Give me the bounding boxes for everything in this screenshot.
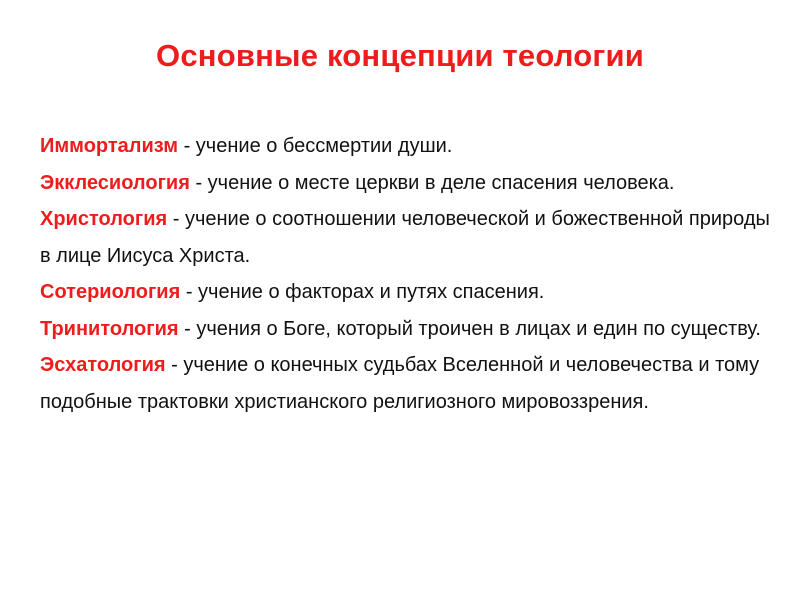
concept-definition: - учение о соотношении человеческой и божественной природы в лице Иисуса Христа. [40, 208, 770, 267]
slide-title: Основные концепции теологии [156, 38, 644, 73]
concept-entry-soteriology [40, 274, 780, 311]
concept-term: Тринитология [40, 317, 179, 340]
concept-entry-immortalism [40, 128, 780, 165]
concept-term: Сотериология [40, 281, 181, 303]
concept-entry-trinitology [40, 311, 780, 348]
concept-definition: - учение о месте церкви в деле спасения человека. [189, 171, 675, 194]
concept-term: Экклесиология [40, 171, 190, 194]
concept-term: Иммортализм [40, 135, 179, 157]
concept-entry-eschatology [40, 347, 780, 420]
concept-definition: - учение о конечных судьбах Вселенной и человечества и тому подобные трактовки христианского религиозного мировоззрения. [40, 354, 760, 413]
concept-definition: - учение о факторах и путях спасения. [180, 281, 545, 303]
concept-definition: - учение о бессмертии души. [178, 135, 453, 157]
concept-entry-ecclesiology [40, 165, 780, 202]
concept-entry-christology [40, 201, 780, 274]
concept-list [40, 128, 780, 420]
concept-definition: - учения о Боге, который троичен в лицах и един по существу. [178, 317, 761, 340]
concept-term: Эсхатология [40, 354, 166, 376]
concept-term: Христология [40, 208, 168, 230]
